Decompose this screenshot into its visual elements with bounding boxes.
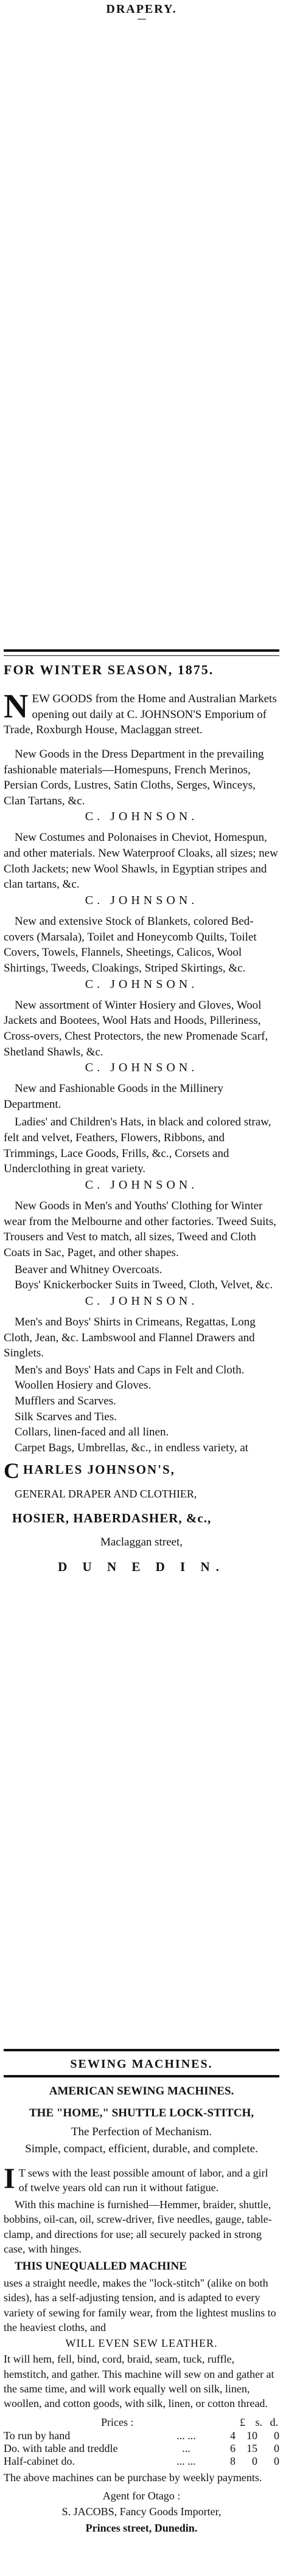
leather-line: WILL EVEN SEW LEATHER.	[65, 2337, 218, 2350]
silk-scarves-text: Silk Scarves and Ties.	[15, 1410, 117, 1423]
price-row	[4, 2442, 279, 2455]
price-table	[4, 2429, 279, 2468]
price-pounds: 6	[230, 2442, 236, 2454]
advert-top-rule	[4, 649, 279, 652]
footer-trade: HOSIER, HABERDASHER, &c.,	[12, 1511, 212, 1526]
price-pence: 0	[274, 2442, 279, 2454]
sewing-para4: It will hem, fell, bind, cord, braid, seam, tuck, ruffle, hemstitch, and gather. This machine will sew on and gather at the same time, and will work equally well on silk, linen, woollen, and cotton goods, with silk, linen, or cotton thread.	[4, 2353, 274, 2410]
advert-top-thin-rule	[4, 655, 279, 656]
sewing-tagline: The Perfection of Mechanism.	[71, 2125, 212, 2139]
unequalled-heading: THIS UNEQUALLED MACHINE	[15, 2260, 187, 2273]
agent-address: Princes street, Dunedin.	[85, 2521, 198, 2534]
sewing-para3: uses a straight needle, makes the "lock-stitch" (alike on both sides), has a self-adjusting tension, and is adapted to every variety of sewing for family wear, from the lightest muslins to the heaviest cloths, and	[4, 2276, 276, 2333]
footer-name: HARLES JOHNSON'S,	[23, 1462, 175, 1477]
dress-dept-text: New Goods in the Dress Department in the prevailing fashionable materials—Homespuns, French Merinos, Persian Cords, Lustres, Satin Cloths, Serges, Winceys, Clan Tartans, &c.	[4, 747, 264, 807]
price-row	[4, 2455, 279, 2468]
footer-role: GENERAL DRAPER AND CLOTHIER,	[15, 1488, 197, 1500]
agent-label: Agent for Otago :	[102, 2489, 181, 2502]
overcoats-text: Beaver and Whitney Overcoats.	[15, 1263, 162, 1276]
footer-street: Maclaggan street,	[100, 1535, 183, 1549]
sewing-bottom-rule	[4, 2075, 279, 2077]
price-shillings: 0	[252, 2454, 257, 2467]
sewing-model: THE "HOME," SHUTTLE LOCK-STITCH,	[29, 2106, 254, 2119]
price-pounds: 4	[230, 2429, 236, 2442]
intro-text: EW GOODS from the Home and Australian Markets opening out daily at C. JOHNSON'S Emporium of Trade, Roxburgh House, Maclaggan street.	[4, 692, 277, 737]
ladies-hats-text: Ladies' and Children's Hats, in black and colored straw, felt and velvet, Feathers, Flowers, Ribbons, and Trimmings, Lace Goods, Frills, &c., Corsets and Underclothing in great variety.	[4, 1116, 271, 1176]
sewing-title: AMERICAN SEWING MACHINES.	[49, 2085, 234, 2098]
sewing-section	[4, 2049, 279, 2535]
woollen-text: Woollen Hosiery and Gloves.	[15, 1379, 152, 1392]
drapery-section	[4, 2, 279, 19]
signature-4: C. JOHNSON.	[85, 1061, 198, 1075]
sewing-para1	[4, 2162, 279, 2195]
mens-clothing-text: New Goods in Men's and Youths' Clothing for Winter wear from the Melbourne and other factories. Tweed Suits, Trousers and Vest to match, all sizes, Tweed and Cloth Coats in Sac, Paget, and other shapes.	[4, 1200, 276, 1259]
johnson-advert	[4, 649, 279, 1576]
price-header-shilling: s.	[255, 2415, 262, 2428]
signature-3: C. JOHNSON.	[85, 977, 198, 991]
price-pence: 0	[274, 2429, 279, 2442]
price-pounds: 8	[230, 2454, 236, 2467]
price-shillings: 10	[246, 2429, 257, 2442]
signature-5: C. JOHNSON.	[85, 1178, 198, 1192]
sewing-top-rule	[4, 2049, 279, 2051]
price-row	[4, 2429, 279, 2442]
price-label: Do. with table and treddle	[4, 2442, 118, 2454]
price-header-pound: £	[240, 2415, 245, 2428]
collars-text: Collars, linen-faced and all linen.	[15, 1426, 169, 1439]
season-header: FOR WINTER SEASON, 1875.	[4, 662, 214, 677]
footer-drop-cap: C	[4, 1458, 21, 1483]
costumes-text: New Costumes and Polonaises in Cheviot, Homespun, and other materials. New Waterproof Cloaks, all sizes; new Cloth Jackets; new Wool Shawls, in Egyptian stripes and clan tartans, &c.	[4, 831, 278, 891]
shirts-text: Men's and Boys' Shirts in Crimeans, Regattas, Long Cloth, Jean, &c. Lambswool and Flannel Drawers and Singlets.	[4, 1315, 256, 1360]
sewing-drop-cap: I	[4, 2162, 15, 2195]
price-pence: 0	[274, 2454, 279, 2467]
price-dots: ... ...	[176, 2429, 196, 2442]
price-dots: ... ...	[176, 2454, 196, 2467]
prices-label: Prices :	[101, 2415, 134, 2428]
sewing-para1-text: T sews with the least possible amount of labor, and a girl of twelve years old can run it without fatigue.	[18, 2166, 268, 2194]
sewing-features: Simple, compact, efficient, durable, and complete.	[25, 2142, 258, 2155]
price-label: Half-cabinet do.	[4, 2454, 75, 2467]
sewing-section-title: SEWING MACHINES.	[70, 2057, 213, 2071]
signature-1: C. JOHNSON.	[85, 810, 198, 824]
hosiery-text: New assortment of Winter Hosiery and Gloves, Wool Jackets and Bootees, Wool Hats and Hoods, Pilleriness, Cross-overs, Chest Protectors, the new Promenade Scarf, Shetland Shawls, &c.	[4, 998, 268, 1058]
intro-paragraph	[4, 688, 279, 738]
price-shillings: 15	[246, 2442, 257, 2454]
drapery-section-title: DRAPERY.	[106, 2, 177, 16]
mufflers-text: Mufflers and Scarves.	[15, 1395, 116, 1408]
signature-6: C. JOHNSON.	[85, 1294, 198, 1308]
price-label: To run by hand	[4, 2429, 71, 2442]
agent-name: S. JACOBS, Fancy Goods Importer,	[61, 2505, 222, 2518]
signature-2: C. JOHNSON.	[85, 894, 198, 908]
carpet-bags-text: Carpet Bags, Umbrellas, &c., in endless variety, at	[15, 1441, 248, 1454]
blankets-text: New and extensive Stock of Blankets, colored Bed-covers (Marsala), Toilet and Honeycomb Quilts, Toilet Covers, Towels, Flannels, Sheetings, Calicos, Wool Shirtings, Tweeds, Cloakings, Striped Skirtings, &c.	[4, 915, 257, 975]
footer-name-line	[4, 1458, 279, 1483]
price-dots: ...	[182, 2442, 190, 2454]
price-header-pence: d.	[270, 2415, 278, 2428]
millinery-text: New and Fashionable Goods in the Millinery Department.	[4, 1082, 224, 1111]
intro-drop-cap: N	[4, 688, 29, 725]
payments-text: The above machines can be purchase by weekly payments.	[4, 2471, 262, 2484]
footer-city: D U N E D I N.	[58, 1559, 225, 1575]
prices-header-row	[4, 2415, 279, 2429]
sewing-para2: With this machine is furnished—Hemmer, braider, shuttle, bobbins, oil-can, oil, screw-driver, five needles, gauge, table-clamp, and directions for use; all securely packed in strong case, with hinges.	[4, 2198, 272, 2256]
hats-caps-text: Men's and Boys' Hats and Caps in Felt and Cloth.	[15, 1363, 245, 1376]
boys-suits-text: Boys' Knickerbocker Suits in Tweed, Cloth, Velvet, &c.	[15, 1279, 273, 1292]
